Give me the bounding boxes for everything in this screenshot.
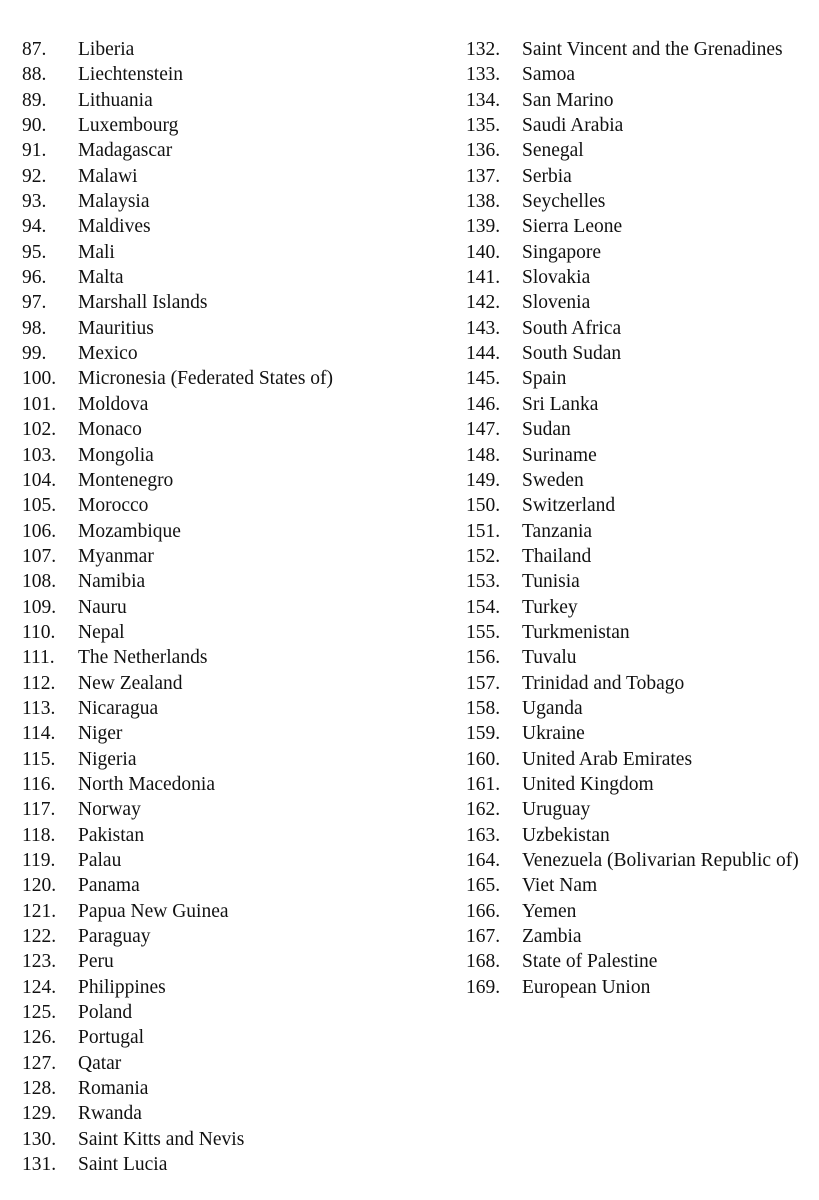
item-number: 100. bbox=[22, 368, 57, 390]
country-name: Viet Nam bbox=[522, 875, 598, 897]
list-item bbox=[466, 848, 816, 873]
country-name: Sri Lanka bbox=[522, 393, 599, 415]
list-item bbox=[466, 62, 816, 87]
item-number: 148. bbox=[466, 444, 501, 466]
item-number: 105. bbox=[22, 495, 57, 517]
country-name: Mauritius bbox=[78, 317, 154, 339]
item-number: 118. bbox=[22, 824, 56, 846]
list-item bbox=[466, 366, 816, 391]
list-item bbox=[22, 671, 442, 696]
item-number: 128. bbox=[22, 1078, 57, 1100]
list-item bbox=[466, 544, 816, 569]
list-item bbox=[22, 1101, 442, 1126]
item-number: 150. bbox=[466, 495, 501, 517]
country-name: Norway bbox=[78, 799, 141, 821]
item-number: 135. bbox=[466, 115, 501, 137]
item-number: 132. bbox=[466, 39, 501, 60]
item-number: 130. bbox=[22, 1128, 57, 1150]
list-item bbox=[22, 1025, 442, 1050]
country-name: Saint Kitts and Nevis bbox=[78, 1128, 245, 1150]
item-number: 144. bbox=[466, 343, 501, 365]
item-number: 145. bbox=[466, 368, 501, 390]
country-name: United Kingdom bbox=[522, 773, 654, 795]
list-item bbox=[466, 493, 816, 518]
list-item bbox=[466, 873, 816, 898]
item-number: 166. bbox=[466, 900, 501, 922]
list-item bbox=[22, 848, 442, 873]
country-name: Pakistan bbox=[78, 824, 145, 846]
list-item bbox=[22, 797, 442, 822]
item-number: 112. bbox=[22, 672, 56, 694]
country-name: Sweden bbox=[522, 469, 584, 491]
country-name: Montenegro bbox=[78, 469, 174, 491]
list-item bbox=[22, 1152, 442, 1177]
list-item bbox=[466, 392, 816, 417]
item-number: 147. bbox=[466, 419, 501, 441]
country-name: Sudan bbox=[522, 419, 571, 441]
item-number: 101. bbox=[22, 393, 57, 415]
list-item bbox=[22, 392, 442, 417]
list-item bbox=[466, 138, 816, 163]
country-name: Luxembourg bbox=[78, 115, 179, 137]
list-item bbox=[466, 620, 816, 645]
list-item bbox=[466, 240, 816, 265]
list-item bbox=[466, 747, 816, 772]
item-number: 133. bbox=[466, 64, 501, 86]
item-number: 129. bbox=[22, 1103, 57, 1125]
item-number: 116. bbox=[22, 773, 56, 795]
country-name: Nauru bbox=[78, 596, 127, 618]
country-name: Saint Vincent and the Grenadines bbox=[522, 39, 783, 60]
country-name: Singapore bbox=[522, 241, 602, 263]
list-item bbox=[466, 519, 816, 544]
list-item bbox=[22, 138, 442, 163]
country-name: Malaysia bbox=[78, 191, 150, 213]
list-item bbox=[466, 569, 816, 594]
item-number: 88. bbox=[22, 64, 47, 86]
country-name: Marshall Islands bbox=[78, 292, 208, 314]
country-name: Thailand bbox=[522, 545, 592, 567]
item-number: 167. bbox=[466, 926, 501, 948]
list-item bbox=[22, 569, 442, 594]
list-item bbox=[22, 341, 442, 366]
list-item bbox=[22, 37, 442, 62]
item-number: 97. bbox=[22, 292, 47, 314]
list-item bbox=[466, 443, 816, 468]
country-name: Slovenia bbox=[522, 292, 591, 314]
country-name: Samoa bbox=[522, 64, 576, 86]
item-number: 106. bbox=[22, 520, 57, 542]
list-item bbox=[466, 696, 816, 721]
list-item bbox=[466, 949, 816, 974]
country-name: Palau bbox=[78, 850, 122, 871]
country-name: Malawi bbox=[78, 165, 138, 187]
item-number: 123. bbox=[22, 951, 57, 973]
country-name: Tuvalu bbox=[522, 647, 577, 669]
country-name: Liberia bbox=[78, 39, 135, 60]
country-name: Switzerland bbox=[522, 495, 616, 517]
item-number: 152. bbox=[466, 545, 501, 567]
list-item bbox=[22, 88, 442, 113]
country-name: Mexico bbox=[78, 343, 138, 365]
list-item bbox=[466, 113, 816, 138]
country-name: Rwanda bbox=[78, 1103, 142, 1125]
item-number: 107. bbox=[22, 545, 57, 567]
list-item bbox=[22, 772, 442, 797]
list-item bbox=[466, 772, 816, 797]
list-item bbox=[466, 37, 816, 62]
list-item bbox=[466, 823, 816, 848]
item-number: 94. bbox=[22, 216, 47, 238]
item-number: 162. bbox=[466, 799, 501, 821]
country-name: Philippines bbox=[78, 976, 166, 998]
country-name: Saudi Arabia bbox=[522, 115, 624, 137]
country-name: Tanzania bbox=[522, 520, 593, 542]
country-name: Spain bbox=[522, 368, 567, 390]
country-name: Seychelles bbox=[522, 191, 606, 213]
item-number: 122. bbox=[22, 926, 57, 948]
country-name: Moldova bbox=[78, 393, 149, 415]
country-name: Nicaragua bbox=[78, 697, 159, 719]
item-number: 154. bbox=[466, 596, 501, 618]
country-name: European Union bbox=[522, 976, 651, 998]
country-name: Yemen bbox=[522, 900, 577, 922]
country-name: South Africa bbox=[522, 317, 622, 339]
country-name: Myanmar bbox=[78, 545, 154, 567]
country-name: Lithuania bbox=[78, 89, 153, 111]
list-item bbox=[22, 1127, 442, 1152]
country-name: North Macedonia bbox=[78, 773, 215, 795]
list-item bbox=[22, 595, 442, 620]
country-name: Turkey bbox=[522, 596, 578, 618]
list-item bbox=[466, 899, 816, 924]
item-number: 134. bbox=[466, 89, 501, 111]
country-name: San Marino bbox=[522, 89, 614, 111]
item-number: 159. bbox=[466, 723, 501, 745]
country-name: Mozambique bbox=[78, 520, 181, 542]
list-item bbox=[22, 519, 442, 544]
item-number: 95. bbox=[22, 241, 47, 263]
list-item bbox=[22, 899, 442, 924]
country-name: Papua New Guinea bbox=[78, 900, 229, 922]
country-name: Romania bbox=[78, 1078, 149, 1100]
country-name: Morocco bbox=[78, 495, 149, 517]
list-item bbox=[466, 417, 816, 442]
item-number: 124. bbox=[22, 976, 57, 998]
list-item bbox=[22, 113, 442, 138]
list-item bbox=[466, 468, 816, 493]
country-name: Uruguay bbox=[522, 799, 591, 821]
item-number: 121. bbox=[22, 900, 57, 922]
country-name: Sierra Leone bbox=[522, 216, 623, 238]
item-number: 153. bbox=[466, 571, 501, 593]
item-number: 117. bbox=[22, 799, 56, 821]
country-name: Mongolia bbox=[78, 444, 154, 466]
country-name: Poland bbox=[78, 1002, 133, 1024]
item-number: 139. bbox=[466, 216, 501, 238]
item-number: 104. bbox=[22, 469, 57, 491]
item-number: 137. bbox=[466, 165, 501, 187]
item-number: 146. bbox=[466, 393, 501, 415]
item-number: 98. bbox=[22, 317, 47, 339]
item-number: 108. bbox=[22, 571, 57, 593]
item-number: 126. bbox=[22, 1027, 57, 1049]
item-number: 160. bbox=[466, 748, 501, 770]
list-item bbox=[466, 290, 816, 315]
list-item bbox=[466, 341, 816, 366]
country-name: Peru bbox=[78, 951, 114, 973]
country-list-left bbox=[22, 37, 442, 1177]
item-number: 163. bbox=[466, 824, 501, 846]
country-name: Nigeria bbox=[78, 748, 137, 770]
country-name: Maldives bbox=[78, 216, 151, 238]
item-number: 93. bbox=[22, 191, 47, 213]
list-item bbox=[22, 1051, 442, 1076]
country-name: Liechtenstein bbox=[78, 64, 184, 86]
item-number: 157. bbox=[466, 672, 501, 694]
list-item bbox=[22, 620, 442, 645]
country-name: Slovakia bbox=[522, 267, 591, 289]
country-name: Tunisia bbox=[522, 571, 580, 593]
item-number: 141. bbox=[466, 267, 501, 289]
item-number: 90. bbox=[22, 115, 47, 137]
list-item bbox=[22, 443, 442, 468]
country-name: South Sudan bbox=[522, 343, 622, 365]
country-name: Serbia bbox=[522, 165, 572, 187]
country-name: Paraguay bbox=[78, 926, 151, 948]
item-number: 131. bbox=[22, 1154, 57, 1176]
country-name: Malta bbox=[78, 267, 124, 289]
list-item bbox=[22, 949, 442, 974]
list-item bbox=[22, 873, 442, 898]
item-number: 96. bbox=[22, 267, 47, 289]
list-item bbox=[466, 975, 816, 1000]
item-number: 109. bbox=[22, 596, 57, 618]
country-name: Zambia bbox=[522, 926, 582, 948]
item-number: 156. bbox=[466, 647, 501, 669]
country-name: The Netherlands bbox=[78, 647, 208, 669]
item-number: 161. bbox=[466, 773, 501, 795]
country-name: Ukraine bbox=[522, 723, 585, 745]
list-item bbox=[466, 924, 816, 949]
item-number: 165. bbox=[466, 875, 501, 897]
country-list-right bbox=[466, 37, 816, 1000]
list-item bbox=[22, 493, 442, 518]
country-name: United Arab Emirates bbox=[522, 748, 693, 770]
item-number: 168. bbox=[466, 951, 501, 973]
item-number: 110. bbox=[22, 621, 56, 643]
item-number: 102. bbox=[22, 419, 57, 441]
list-item bbox=[22, 164, 442, 189]
list-item bbox=[466, 88, 816, 113]
list-item bbox=[22, 975, 442, 1000]
list-item bbox=[466, 214, 816, 239]
item-number: 119. bbox=[22, 850, 56, 871]
country-name: Saint Lucia bbox=[78, 1154, 168, 1176]
list-item bbox=[22, 290, 442, 315]
item-number: 136. bbox=[466, 140, 501, 162]
item-number: 115. bbox=[22, 748, 56, 770]
country-name: Turkmenistan bbox=[522, 621, 630, 643]
item-number: 169. bbox=[466, 976, 501, 998]
list-item bbox=[22, 544, 442, 569]
item-number: 113. bbox=[22, 697, 56, 719]
item-number: 143. bbox=[466, 317, 501, 339]
item-number: 125. bbox=[22, 1002, 57, 1024]
country-name: Portugal bbox=[78, 1027, 145, 1049]
list-item bbox=[22, 721, 442, 746]
item-number: 158. bbox=[466, 697, 501, 719]
list-item bbox=[466, 164, 816, 189]
item-number: 91. bbox=[22, 140, 47, 162]
item-number: 151. bbox=[466, 520, 501, 542]
country-name: New Zealand bbox=[78, 672, 183, 694]
item-number: 155. bbox=[466, 621, 501, 643]
country-name: Venezuela (Bolivarian Republic of) bbox=[522, 850, 799, 871]
list-item bbox=[466, 189, 816, 214]
item-number: 164. bbox=[466, 850, 501, 871]
list-item bbox=[22, 924, 442, 949]
item-number: 149. bbox=[466, 469, 501, 491]
list-item bbox=[466, 797, 816, 822]
list-item bbox=[466, 595, 816, 620]
item-number: 120. bbox=[22, 875, 57, 897]
list-item bbox=[22, 417, 442, 442]
list-item bbox=[22, 1076, 442, 1101]
list-item bbox=[466, 265, 816, 290]
country-name: Qatar bbox=[78, 1052, 122, 1074]
item-number: 92. bbox=[22, 165, 47, 187]
list-item bbox=[22, 265, 442, 290]
list-item bbox=[22, 823, 442, 848]
country-name: State of Palestine bbox=[522, 951, 658, 973]
country-name: Niger bbox=[78, 723, 123, 745]
list-item bbox=[466, 671, 816, 696]
item-number: 114. bbox=[22, 723, 56, 745]
country-name: Panama bbox=[78, 875, 140, 897]
item-number: 142. bbox=[466, 292, 501, 314]
list-item bbox=[22, 62, 442, 87]
list-item bbox=[466, 645, 816, 670]
list-item bbox=[22, 645, 442, 670]
list-item bbox=[22, 468, 442, 493]
list-item bbox=[22, 747, 442, 772]
country-name: Madagascar bbox=[78, 140, 173, 162]
list-item bbox=[22, 214, 442, 239]
country-name: Mali bbox=[78, 241, 115, 263]
country-name: Namibia bbox=[78, 571, 146, 593]
list-item bbox=[22, 696, 442, 721]
item-number: 99. bbox=[22, 343, 47, 365]
list-item bbox=[466, 316, 816, 341]
item-number: 103. bbox=[22, 444, 57, 466]
country-name: Trinidad and Tobago bbox=[522, 672, 685, 694]
country-name: Monaco bbox=[78, 419, 142, 441]
list-item bbox=[22, 316, 442, 341]
country-name: Micronesia (Federated States of) bbox=[78, 368, 334, 390]
country-name: Suriname bbox=[522, 444, 597, 466]
list-item bbox=[466, 721, 816, 746]
list-item bbox=[22, 366, 442, 391]
country-name: Nepal bbox=[78, 621, 125, 643]
list-item bbox=[22, 189, 442, 214]
country-name: Uzbekistan bbox=[522, 824, 610, 846]
item-number: 140. bbox=[466, 241, 501, 263]
item-number: 127. bbox=[22, 1052, 57, 1074]
item-number: 138. bbox=[466, 191, 501, 213]
item-number: 87. bbox=[22, 39, 47, 60]
item-number: 111. bbox=[22, 647, 55, 669]
list-item bbox=[22, 240, 442, 265]
country-name: Senegal bbox=[522, 140, 584, 162]
country-name: Uganda bbox=[522, 697, 583, 719]
item-number: 89. bbox=[22, 89, 47, 111]
list-item bbox=[22, 1000, 442, 1025]
